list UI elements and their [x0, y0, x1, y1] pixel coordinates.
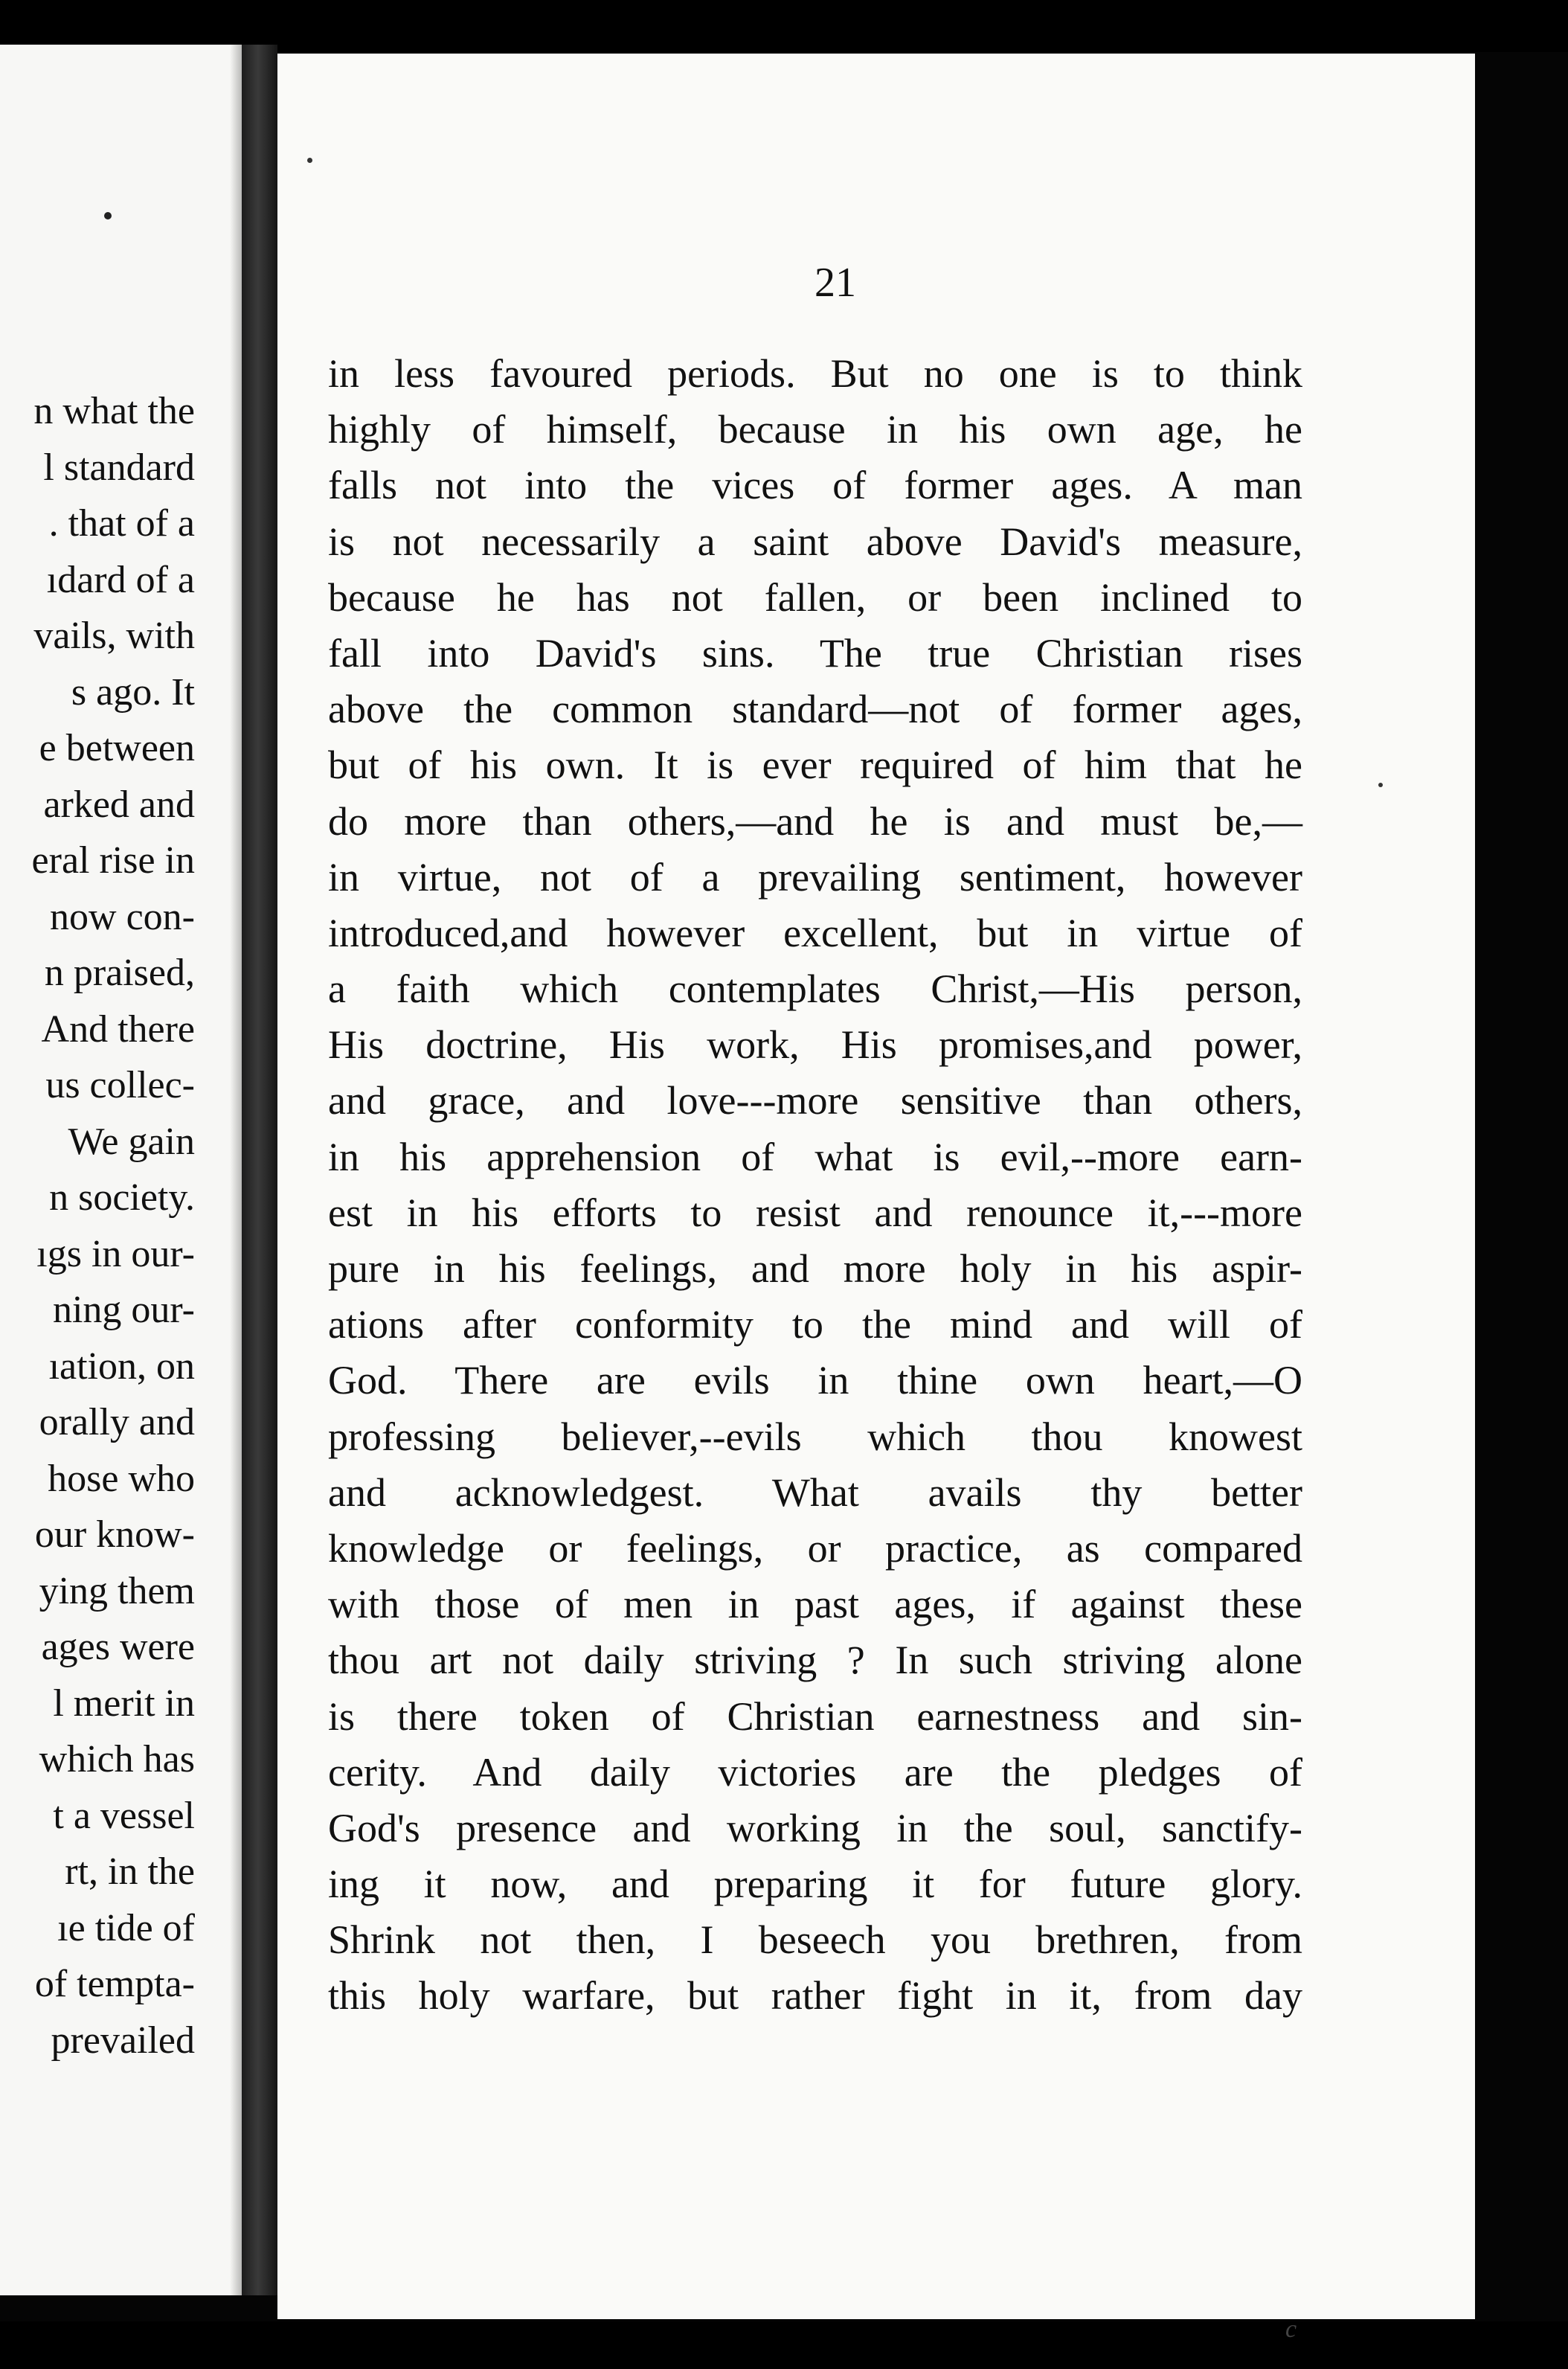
left-page-line: n society.: [49, 1176, 195, 1219]
left-page-line: ying them: [39, 1569, 195, 1612]
body-line: ations after conformity to the mind and will of: [328, 1302, 1302, 1347]
left-page-line: eral rise in: [31, 839, 195, 882]
body-line: thou art not daily striving ? In such striving alone: [328, 1638, 1302, 1683]
body-line: this holy warfare, but rather fight in it, from day: [328, 1973, 1302, 2019]
scan-bottom-border: [0, 2321, 1568, 2369]
body-line: His doctrine, His work, His promises,and power,: [328, 1022, 1302, 1068]
left-page-line: ages were: [41, 1626, 195, 1668]
left-page-line: ning our-: [52, 1289, 195, 1331]
left-page-line: n praised,: [44, 952, 195, 994]
ink-speck: [1378, 783, 1383, 787]
left-page-line: l standard: [43, 446, 195, 489]
left-page-line: n what the: [33, 390, 195, 432]
left-page-text: [0, 383, 195, 2068]
body-line: ing it now, and preparing it for future glory.: [328, 1862, 1302, 1907]
body-line: cerity. And daily victories are the pledges of: [328, 1749, 1302, 1795]
left-page-line: ıation, on: [48, 1344, 195, 1388]
body-line: in less favoured periods. But no one is to think: [328, 351, 1302, 396]
body-line: and grace, and love---more sensitive than others,: [328, 1078, 1302, 1123]
left-page-line: . that of a: [48, 502, 195, 545]
body-line: do more than others,—and he is and must be,—: [328, 798, 1302, 844]
left-page-line: prevailed: [51, 2019, 195, 2062]
body-line: professing believer,--evils which thou knowest: [328, 1414, 1302, 1459]
left-page-line: e between: [39, 727, 195, 769]
body-line: above the common standard—not of former ages,: [328, 687, 1302, 732]
left-page-line: rt, in the: [65, 1850, 195, 1893]
left-page-line: t a vessel: [53, 1794, 195, 1837]
body-line: a faith which contemplates Christ,—His person,: [328, 966, 1302, 1012]
left-page-line: And there: [41, 1007, 195, 1051]
left-page-line: We gain: [68, 1120, 195, 1163]
body-line: God's presence and working in the soul, sanctify-: [328, 1805, 1302, 1850]
left-page-line: l merit in: [53, 1682, 195, 1725]
footer-mark: c: [1285, 2315, 1297, 2343]
body-line: and acknowledgest. What avails thy better: [328, 1469, 1302, 1515]
body-line: Shrink not then, I beseech you brethren, from: [328, 1917, 1302, 1963]
gutter-shadow: [230, 45, 242, 2295]
left-page-line: ıe tide of: [57, 1906, 195, 1949]
body-line: est in his efforts to resist and renounce it,---more: [328, 1190, 1302, 1235]
body-line: God. There are evils in thine own heart,—O: [328, 1358, 1302, 1403]
body-line: is not necessarily a saint above David's measure,: [328, 519, 1302, 564]
body-line: falls not into the vices of former ages. A man: [328, 463, 1302, 508]
left-page: [0, 45, 242, 2295]
body-line: because he has not fallen, or been inclined to: [328, 574, 1302, 620]
left-page-line: now con-: [50, 895, 195, 938]
left-page-line: hose who: [48, 1457, 195, 1500]
right-page: [277, 54, 1475, 2319]
body-text: [328, 346, 1302, 2025]
page-number: 21: [814, 260, 856, 306]
left-page-line: ıgs in our-: [36, 1232, 195, 1275]
left-page-line: orally and: [39, 1401, 195, 1443]
body-line: but of his own. It is ever required of him that he: [328, 743, 1302, 788]
body-line: introduced,and however excellent, but in virtue of: [328, 910, 1302, 955]
left-page-line: s ago. It: [71, 670, 195, 714]
left-page-line: us collec-: [45, 1064, 195, 1106]
left-page-line: vails, with: [33, 615, 195, 657]
body-line: in his apprehension of what is evil,--more earn-: [328, 1134, 1302, 1179]
body-line: knowledge or feelings, or practice, as compared: [328, 1525, 1302, 1571]
body-line: in virtue, not of a prevailing sentiment, however: [328, 854, 1302, 900]
left-page-line: which has: [39, 1738, 195, 1780]
body-line: pure in his feelings, and more holy in his aspir-: [328, 1246, 1302, 1291]
book-spine: [242, 45, 277, 2295]
left-page-line: our know-: [34, 1513, 195, 1556]
left-page-line: ıdard of a: [46, 558, 195, 601]
body-line: is there token of Christian earnestness and sin-: [328, 1693, 1302, 1739]
body-line: highly of himself, because in his own age, he: [328, 407, 1302, 452]
left-page-line: arked and: [43, 783, 195, 826]
body-line: fall into David's sins. The true Christian rises: [328, 630, 1302, 676]
ink-speck: [307, 158, 312, 163]
body-line: with those of men in past ages, if against these: [328, 1582, 1302, 1627]
left-page-line: of tempta-: [34, 1963, 195, 2005]
ink-dot: [104, 212, 112, 219]
